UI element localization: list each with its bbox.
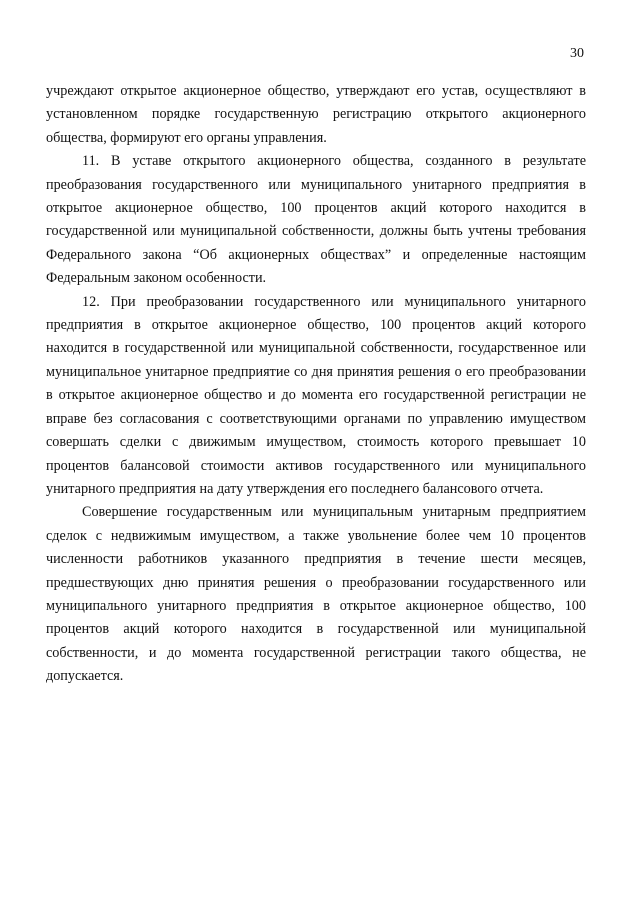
paragraph-restriction: Совершение государственным или муниципальным унитарным предприятием сделок с недвижимым имуществом, а также увольнение более чем 10 процентов численности работников указанного предприятия в течение шести месяцев, предшествующих дню принятия решения о преобразовании государственного или муниципального унитарного предприятия в открытое акционерное общество, 100 процентов акций которого находится в государственной или муниципальной собственности, и до момента государственной регистрации такого общества, не допускается. (46, 504, 586, 685)
paragraph-clause-11: 11. В уставе открытого акционерного общества, созданного в результате преобразования государственного или муниципального унитарного предприятия в открытое акционерное общество, 100 процентов акций которого находится в государственной или муниципальной собственности, должны быть учтены требования Федерального закона “Об акционерных обществах” и определенные настоящим Федеральным законом особенности. (46, 153, 586, 287)
document-body (46, 80, 586, 689)
paragraph-clause-12: 12. При преобразовании государственного или муниципального унитарного предприятия в открытое акционерное общество, 100 процентов акций которого находится в государственной или муниципальной собственности, государственное или муниципальное унитарное предприятие со дня принятия решения о его преобразовании в открытое акционерное общество и до момента его государственной регистрации не вправе без согласования с соответствующими органами по управлению имуществом совершать сделки с движимым имуществом, стоимость которого превышает 10 процентов балансовой стоимости активов государственного или муниципального унитарного предприятия на дату утверждения его последнего балансового отчета. (46, 293, 586, 497)
page-number: 30 (570, 46, 584, 61)
paragraph-continuation: учреждают открытое акционерное общество, утверждают его устав, осуществляют в установленном порядке государственную регистрацию открытого акционерного общества, формируют его органы управления. (46, 83, 586, 146)
